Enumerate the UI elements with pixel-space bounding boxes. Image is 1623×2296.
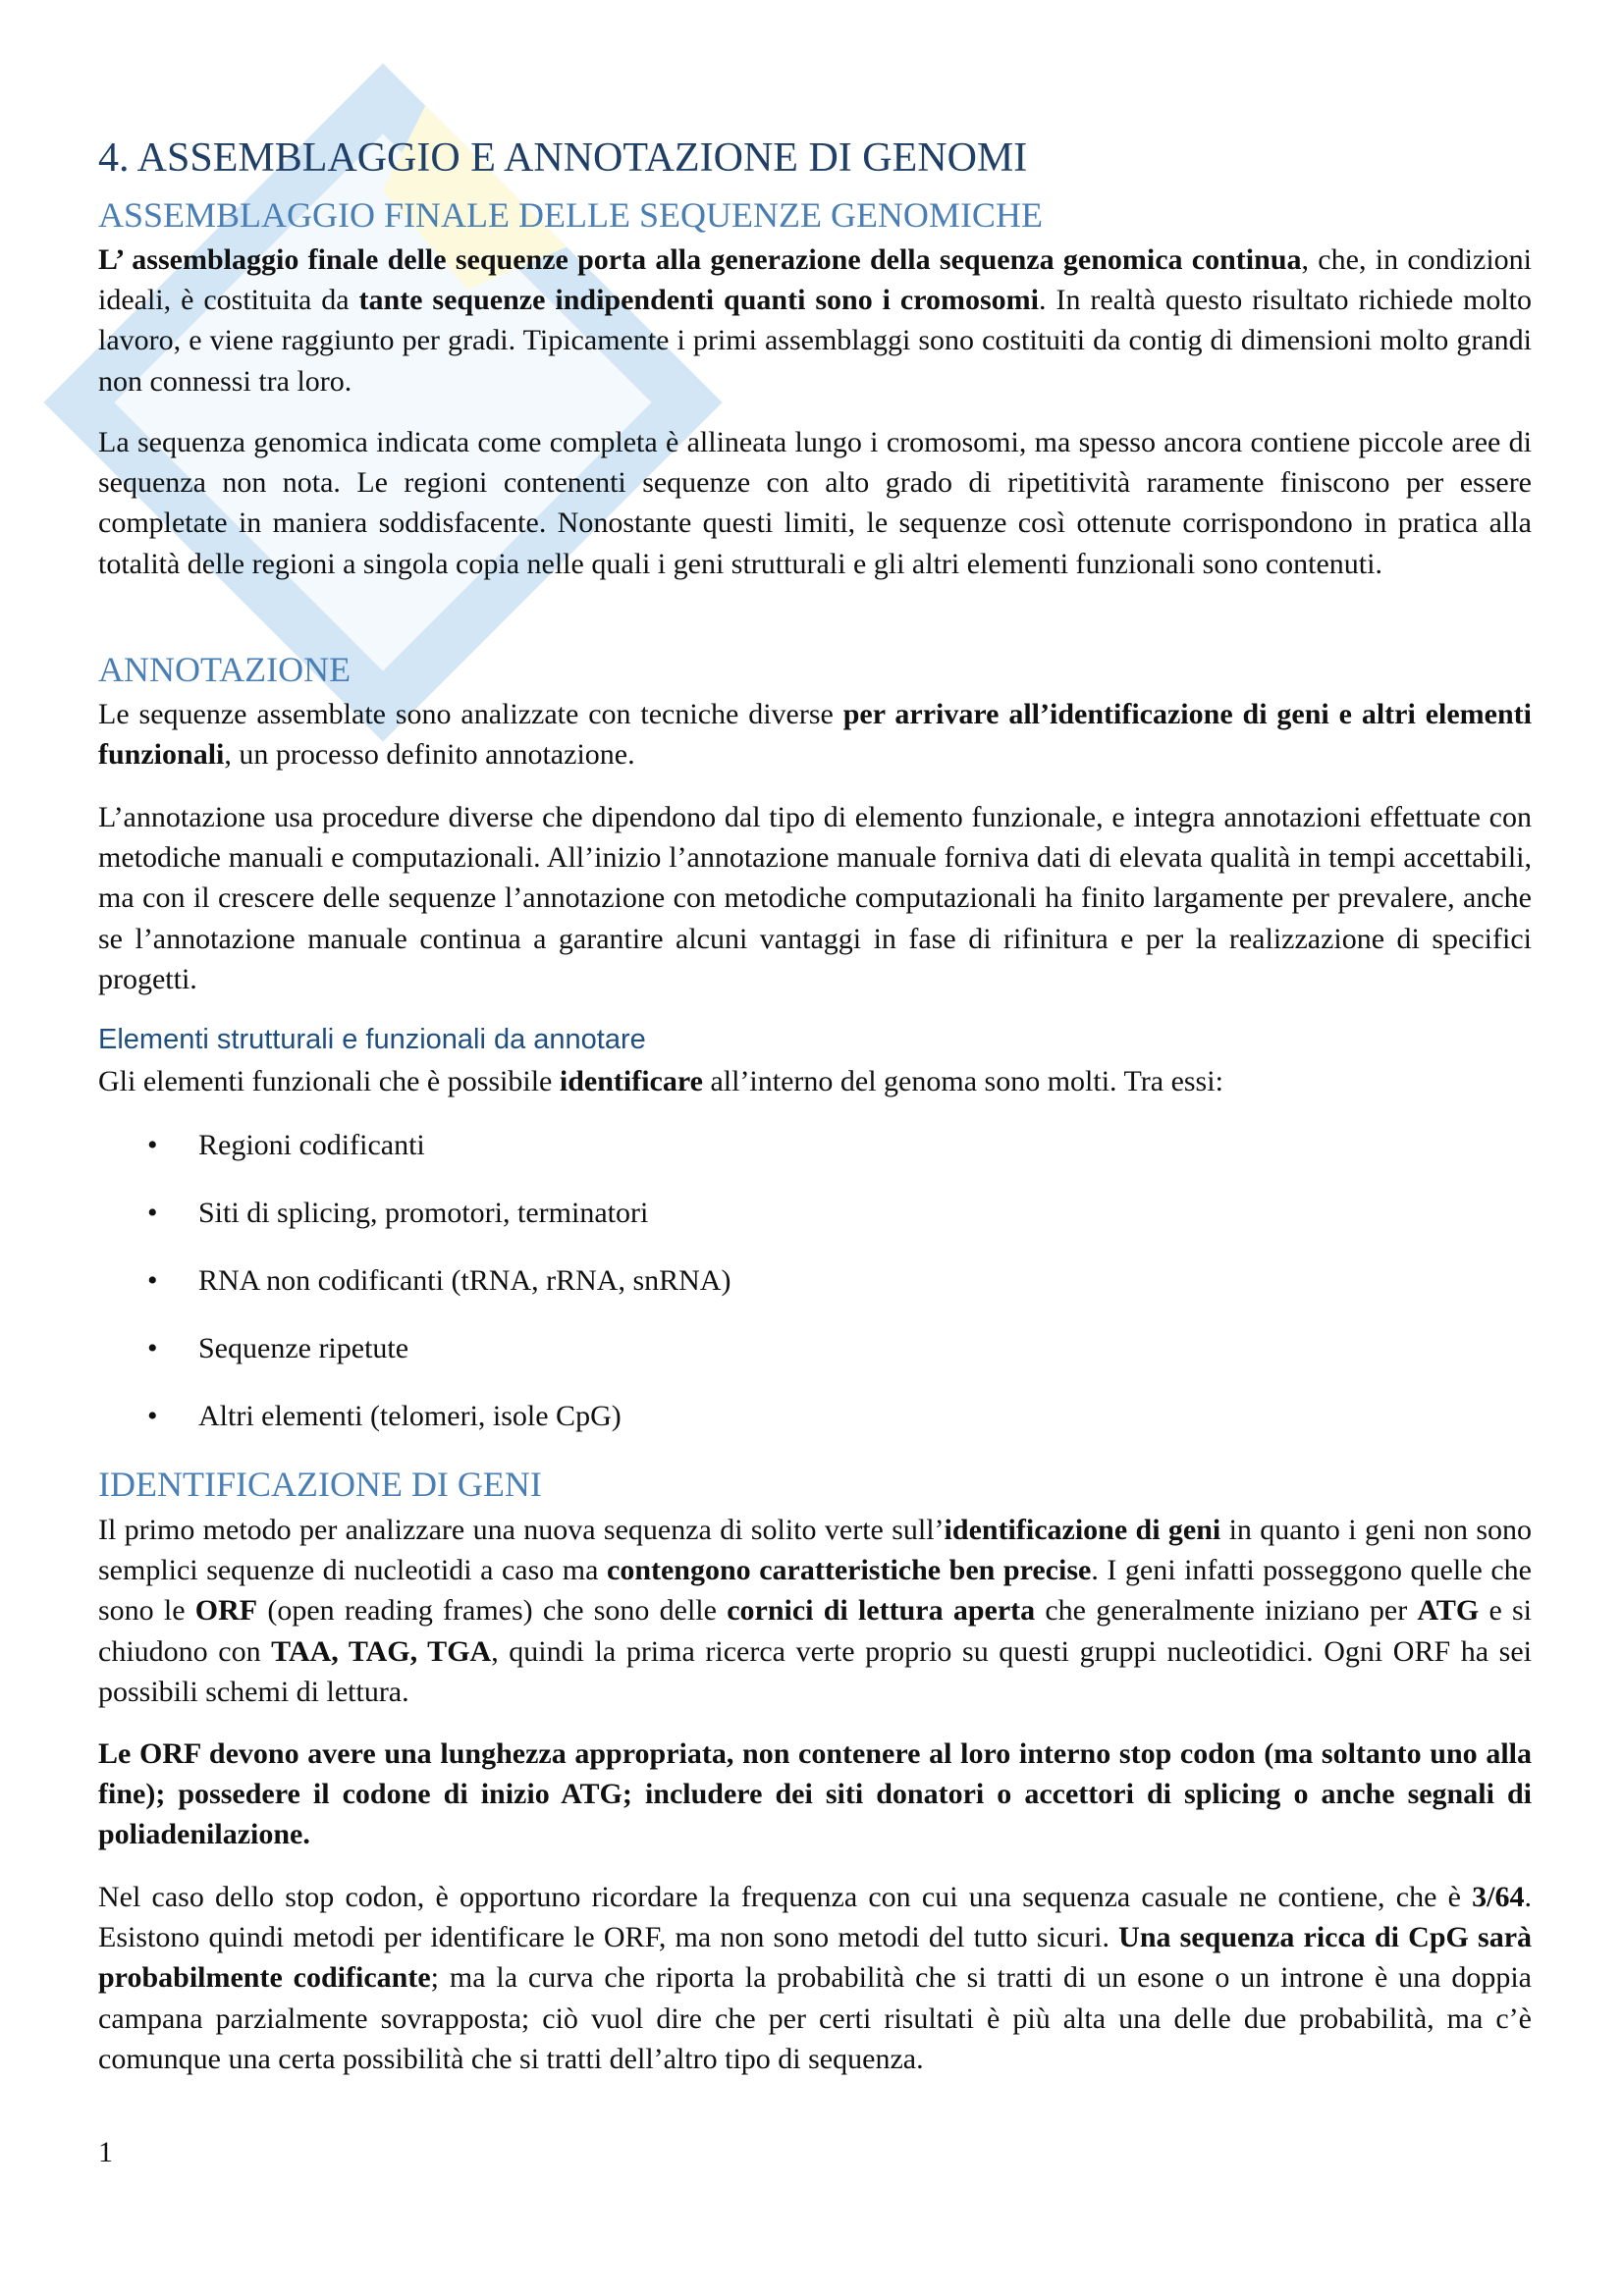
bold-text: tante sequenze indipendenti quanti sono i cromosomi [358, 284, 1040, 317]
text-run: Le sequenze assemblate sono analizzate con tecniche diverse [98, 698, 843, 730]
bold-text: cornici di lettura aperta [727, 1594, 1036, 1628]
paragraph-8 [98, 1877, 1532, 2079]
bold-text: Le ORF devono avere una lunghezza appropriata, non contenere al loro interno stop codon (ma soltanto uno alla fine); possedere il codone di inizio ATG; includere dei siti donatori o accettori di splicing o anche segnali di poliadenilazione. [98, 1737, 1532, 1851]
text-run: Gli elementi funzionali che è possibile [98, 1065, 560, 1097]
bullet-icon: • [147, 1332, 158, 1364]
text-run: , un processo definito annotazione. [224, 738, 635, 772]
paragraph-5 [98, 1061, 1532, 1101]
bold-text: ORF [194, 1594, 258, 1628]
text-run: , che, in condizioni ideali, è costituita da [98, 243, 1532, 317]
bold-text: ATG [1417, 1594, 1480, 1628]
section-heading-annotazione: ANNOTAZIONE [98, 650, 352, 689]
bullet-icon: • [147, 1129, 158, 1161]
text-run: Nel caso dello stop codon, è opportuno ricordare la frequenza con cui una sequenza casuale ne contiene, che è [98, 1881, 1473, 1913]
bullet-icon: • [147, 1264, 158, 1297]
text-run: . I geni infatti posseggono quelle che sono le [98, 1554, 1532, 1628]
bold-text: identificare [559, 1065, 703, 1097]
text-run: . In realtà questo risultato richiede molto lavoro, e viene raggiunto per gradi. Tipicamente i primi assemblaggi sono costituiti da contig di dimensioni molto grandi non connessi tra loro. [98, 284, 1533, 398]
paragraph-4 [98, 797, 1532, 999]
section-heading-identificazione: IDENTIFICAZIONE DI GENI [98, 1465, 542, 1504]
bold-text: contengono caratteristiche ben precise [607, 1554, 1092, 1587]
section-heading-assemblaggio: ASSEMBLAGGIO FINALE DELLE SEQUENZE GENOMICHE [98, 195, 1043, 235]
text-run: in quanto i geni non sono semplici sequenze di nucleotidi a caso ma [98, 1514, 1532, 1587]
text-run: L’annotazione usa procedure diverse che dipendono dal tipo di elemento funzionale, e integra annotazioni effettuate con metodiche manuali e computazionali. All’inizio l’annotazione manuale forniva dati di elevata qualità in tempi accettabili, ma con il crescere delle sequenze l’annotazione con metodiche computazionali ha finito largamente per prevalere, anche se l’annotazione manuale continua a garantire alcuni vantaggi in fase di rifinitura e per la realizzazione di specifici progetti. [98, 801, 1532, 995]
bold-text: identificazione di geni [944, 1514, 1221, 1546]
text-run: , quindi la prima ricerca verte proprio su questi gruppi nucleotidici. Ogni ORF ha sei possibili schemi di lettura. [98, 1634, 1533, 1708]
bullet-label: Sequenze ripetute [198, 1332, 409, 1364]
bullet-label: RNA non codificanti (tRNA, rRNA, snRNA) [198, 1264, 731, 1297]
subsection-heading-elementi: Elementi strutturali e funzionali da annotare [98, 1024, 646, 1055]
bold-text: 3/64 [1472, 1881, 1525, 1913]
text-run: all’interno del genoma sono molti. Tra essi: [702, 1065, 1223, 1097]
bold-text: per arrivare all’identificazione di geni e altri elementi funzionali [98, 698, 1532, 772]
page-title: 4. ASSEMBLAGGIO E ANNOTAZIONE DI GENOMI [98, 135, 1028, 181]
page-number: 1 [98, 2136, 113, 2168]
paragraph-2 [98, 422, 1532, 584]
paragraph-6 [98, 1510, 1532, 1712]
text-run: Il primo metodo per analizzare una nuova sequenza di solito verte sull’ [98, 1514, 945, 1546]
paragraph-1 [98, 240, 1532, 401]
bullet-icon: • [147, 1197, 158, 1229]
text-run: La sequenza genomica indicata come completa è allineata lungo i cromosomi, ma spesso ancora contiene piccole aree di sequenza non nota. Le regioni contenenti sequenze con alto grado di ripetitività raramente finiscono per essere completate in maniera soddisfacente. Nonostante questi limiti, le sequenze così ottenute corrispondono in pratica alla totalità delle regioni a singola copia nelle quali i geni strutturali e gli altri elementi funzionali sono contenuti. [98, 426, 1532, 580]
bullet-label: Siti di splicing, promotori, terminatori [198, 1197, 649, 1229]
text-run: . Esistono quindi metodi per identificare le ORF, ma non sono metodi del tutto sicuri. [98, 1881, 1532, 1954]
bullet-label: Altri elementi (telomeri, isole CpG) [198, 1400, 622, 1432]
bold-text: L’ assemblaggio finale delle sequenze porta alla generazione della sequenza genomica continua [98, 243, 1302, 276]
text-run: che generalmente iniziano per [1035, 1594, 1418, 1628]
bullet-label: Regioni codificanti [198, 1129, 425, 1161]
text-run: ; ma la curva che riporta la probabilità che si tratti di un esone o un introne è una doppia campana parzialmente sovrapposta; ciò vuol dire che per certi risultati è più alta una delle due probabilità, ma c’è comunque una certa possibilità che si tratti dell’altro tipo di sequenza. [98, 1961, 1532, 2075]
bullet-icon: • [147, 1400, 158, 1432]
paragraph-3 [98, 694, 1532, 774]
paragraph-7 [98, 1734, 1532, 1855]
bold-text: Una sequenza ricca di CpG sarà probabilmente codificante [98, 1921, 1533, 1995]
text-run: e si chiudono con [98, 1594, 1532, 1668]
text-run: (open reading frames) che sono delle [257, 1594, 728, 1628]
bold-text: TAA, TAG, TGA [271, 1634, 492, 1668]
